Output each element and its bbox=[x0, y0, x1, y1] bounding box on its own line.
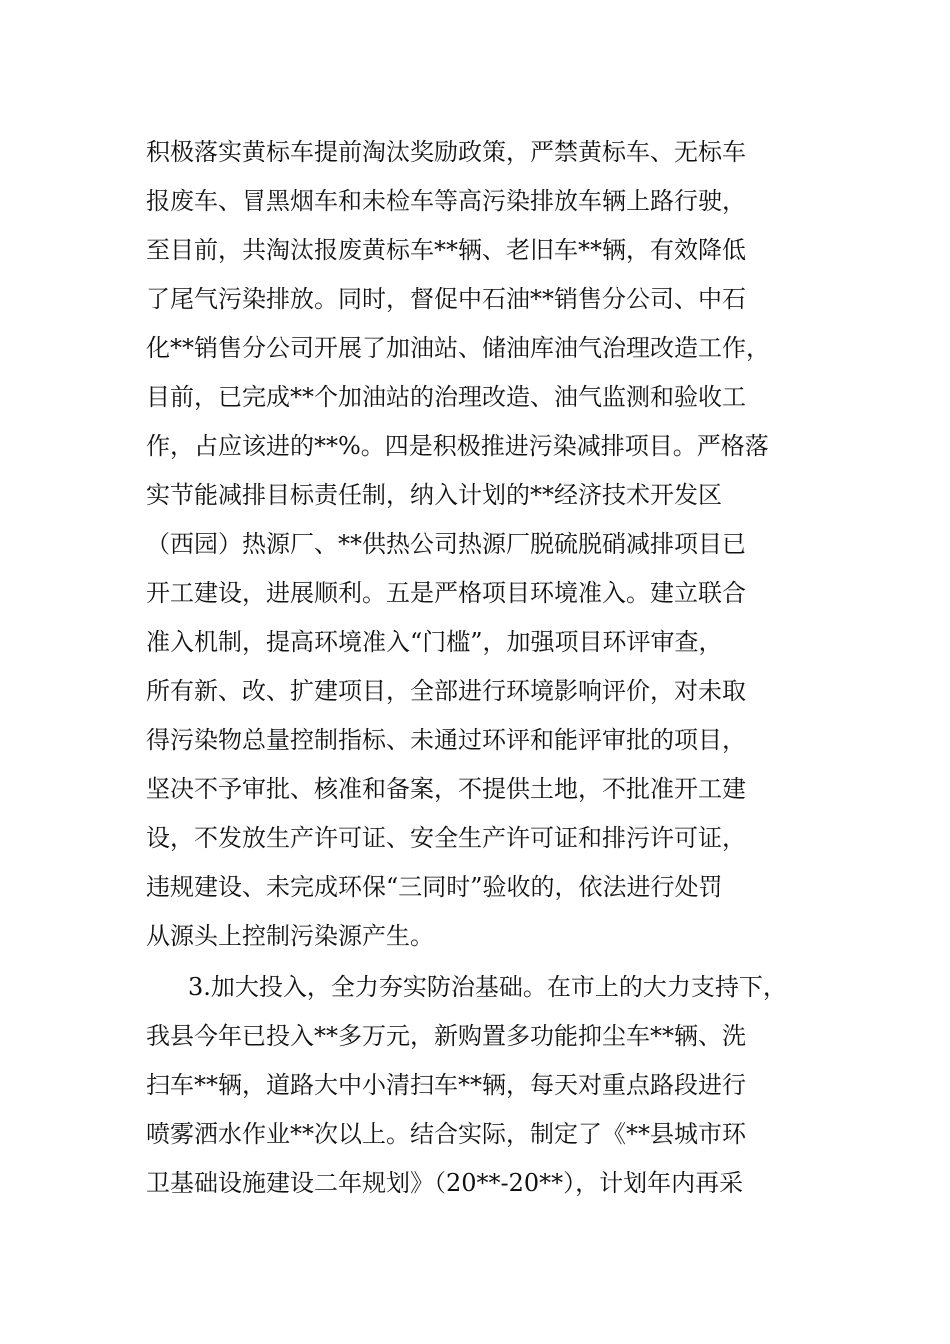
text-line: 作，占应该进的**%。四是积极推进污染减排项目。严格落 bbox=[146, 432, 769, 460]
text-line: 准入机制，提高环境准入“门槛”，加强项目环评审查， bbox=[146, 628, 723, 656]
text-line: 报废车、冒黑烟车和未检车等高污染排放车辆上路行驶， bbox=[146, 187, 746, 215]
text-line: 违规建设、未完成环保“三同时”验收的，依法进行处罚 bbox=[146, 873, 723, 901]
text-line: 我县今年已投入**多万元，新购置多功能抑尘车**辆、洗 bbox=[146, 1022, 746, 1050]
text-line: 扫车**辆，道路大中小清扫车**辆，每天对重点路段进行 bbox=[146, 1071, 746, 1099]
text-line: 设，不发放生产许可证、安全生产许可证和排污许可证， bbox=[146, 824, 746, 852]
text-line: 开工建设，进展顺利。五是严格项目环境准入。建立联合 bbox=[146, 579, 746, 607]
text-line: 从源头上控制污染源产生。 bbox=[146, 922, 434, 950]
text-line: 卫基础设施建设二年规划》（20**-20**），计划年内再采 bbox=[146, 1169, 744, 1197]
text-line: 实节能减排目标责任制，纳入计划的**经济技术开发区 bbox=[146, 481, 722, 509]
text-line: 得污染物总量控制指标、未通过环评和能评审批的项目， bbox=[146, 726, 746, 754]
text-line: 目前，已完成**个加油站的治理改造、油气监测和验收工 bbox=[146, 383, 746, 411]
text-line: 化**销售分公司开展了加油站、储油库油气治理改造工作， bbox=[146, 334, 770, 362]
text-line: 积极落实黄标车提前淘汰奖励政策，严禁黄标车、无标车 bbox=[146, 138, 746, 166]
text-line: 坚决不予审批、核准和备案，不提供土地，不批准开工建 bbox=[146, 775, 746, 803]
section-heading-line: 3.加大投入，全力夯实防治基础。在市上的大力支持下， bbox=[188, 973, 787, 1001]
text-line: 了尾气污染排放。同时，督促中石油**销售分公司、中石 bbox=[146, 285, 746, 313]
text-line: 喷雾洒水作业**次以上。结合实际，制定了《**县城市环 bbox=[146, 1120, 746, 1148]
text-line: （西园）热源厂、**供热公司热源厂脱硫脱硝减排项目已 bbox=[146, 530, 746, 558]
text-line: 所有新、改、扩建项目，全部进行环境影响评价，对未取 bbox=[146, 677, 746, 705]
text-line: 至目前，共淘汰报废黄标车**辆、老旧车**辆，有效降低 bbox=[146, 236, 746, 264]
